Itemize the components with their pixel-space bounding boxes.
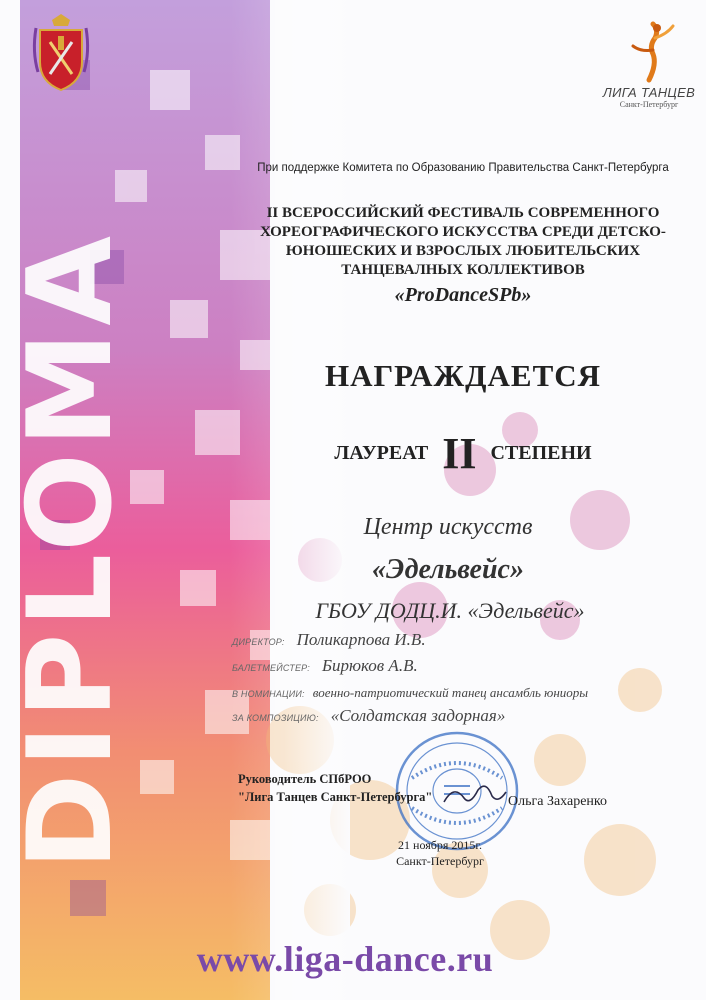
detail-label: БАЛЕТМЕЙСТЕР: [232, 663, 310, 673]
signature-scribble [440, 780, 510, 810]
signature-org: "Лига Танцев Санкт-Петербурга" [238, 790, 433, 804]
issue-date: 21 ноября 2015г. [398, 838, 482, 852]
laureate-line [228, 428, 698, 479]
detail-composition [232, 706, 692, 726]
festival-line-1: II ВСЕРОССИЙСКИЙ ФЕСТИВАЛЬ СОВРЕМЕННОГО [266, 205, 660, 221]
award-heading: НАГРАЖДАЕТСЯ [324, 358, 602, 393]
festival-line-4: ТАНЦЕВАЛНЫХ КОЛЛЕКТИВОВ [341, 262, 585, 278]
detail-choreographer [232, 656, 692, 676]
festival-line-3: ЮНОШЕСКИХ И ВЗРОСЛЫХ ЛЮБИТЕЛЬСКИХ [285, 243, 641, 259]
dancer-icon [619, 20, 679, 84]
liga-logo [598, 20, 700, 109]
recipient-line-2: «Эдельвейс» [371, 554, 524, 585]
signature-name: Ольга Захаренко [508, 794, 607, 809]
laureate-prefix: ЛАУРЕАТ [334, 442, 429, 464]
festival-title [228, 204, 698, 280]
recipient-line-1: Центр искусств [363, 514, 533, 540]
liga-logo-city: Санкт-Петербург [619, 100, 679, 109]
detail-nomination [232, 684, 692, 702]
side-title: DIPLOMA [2, 229, 138, 871]
coat-of-arms-icon [30, 12, 92, 94]
laureate-degree: II [442, 429, 477, 478]
detail-label: В НОМИНАЦИИ: [232, 689, 305, 699]
website: www.liga-dance.ru [196, 939, 494, 979]
festival-line-2: ХОРЕОГРАФИЧЕСКОГО ИСКУССТВА СРЕДИ ДЕТСКО- [260, 224, 666, 240]
festival-name: «ProDanceSPb» [394, 284, 532, 306]
issue-city: Санкт-Петербург [396, 854, 484, 868]
recipient-line-3: ГБОУ ДОДЦ.И. «Эдельвейс» [315, 598, 585, 623]
side-title-wrapper [2, 229, 138, 871]
support-line: При поддержке Комитета по Образованию Правительства Санкт-Петербурга [257, 162, 669, 174]
detail-label: ЗА КОМПОЗИЦИЮ: [232, 713, 319, 723]
detail-value: Бирюков А.В. [321, 656, 418, 675]
liga-logo-name: ЛИГА ТАНЦЕВ [602, 85, 696, 100]
detail-director [232, 630, 692, 650]
detail-value: военно-патриотический танец ансамбль юниоры [312, 685, 589, 700]
detail-label: ДИРЕКТОР: [232, 637, 285, 647]
laureate-suffix: СТЕПЕНИ [490, 442, 592, 464]
detail-value: Поликарпова И.В. [296, 630, 426, 649]
signature-role: Руководитель СПбРОО [238, 772, 372, 786]
detail-value: «Солдатская задорная» [330, 706, 506, 725]
